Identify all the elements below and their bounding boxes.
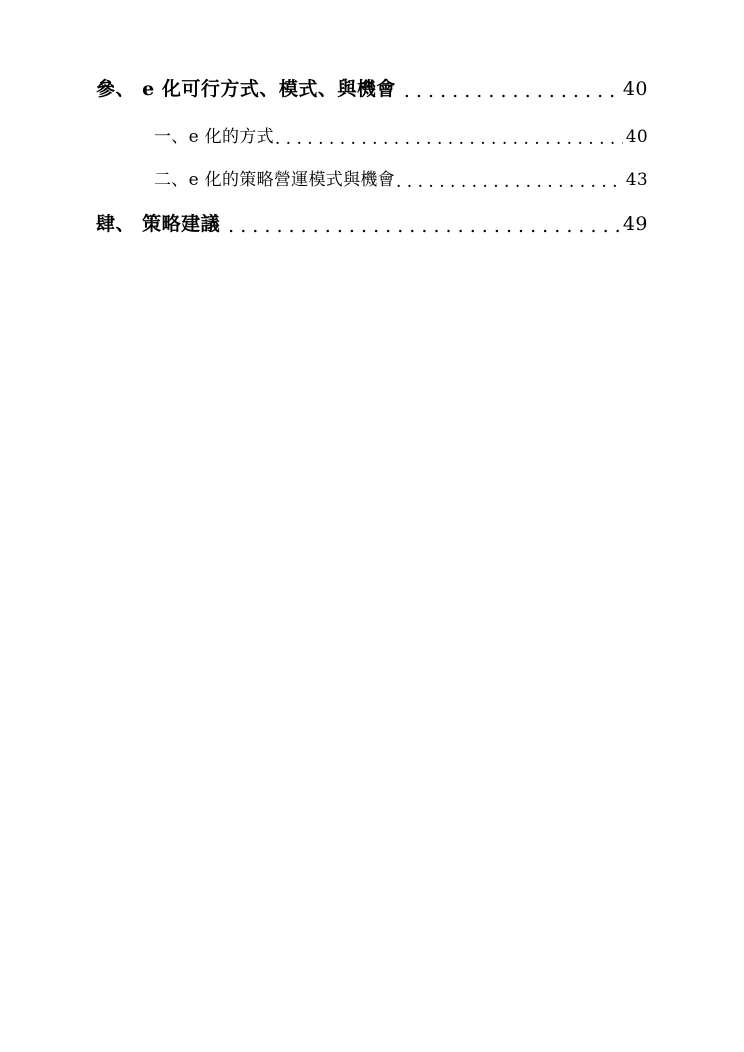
toc-entry[interactable] xyxy=(96,80,648,99)
toc-leader-dots xyxy=(275,129,623,146)
toc-page-number: 43 xyxy=(625,170,648,190)
toc-entry-label: 參、 e 化可行方式、模式、與機會 xyxy=(96,78,396,100)
table-of-contents xyxy=(96,80,648,234)
toc-entry[interactable] xyxy=(96,172,648,189)
toc-entry-label: 肆、 策略建議 xyxy=(96,213,221,235)
toc-leader-dots xyxy=(228,215,620,234)
toc-entry-label: 一、e 化的方式 xyxy=(154,127,274,147)
toc-leader-dots xyxy=(396,172,623,189)
toc-leader-dots xyxy=(404,80,620,99)
toc-entry[interactable] xyxy=(96,215,648,234)
toc-page-number: 40 xyxy=(622,78,648,100)
toc-page-number: 40 xyxy=(625,127,648,147)
toc-entry-label: 二、e 化的策略營運模式與機會 xyxy=(154,170,395,190)
toc-entry[interactable] xyxy=(96,129,648,146)
toc-page-number: 49 xyxy=(622,213,648,235)
